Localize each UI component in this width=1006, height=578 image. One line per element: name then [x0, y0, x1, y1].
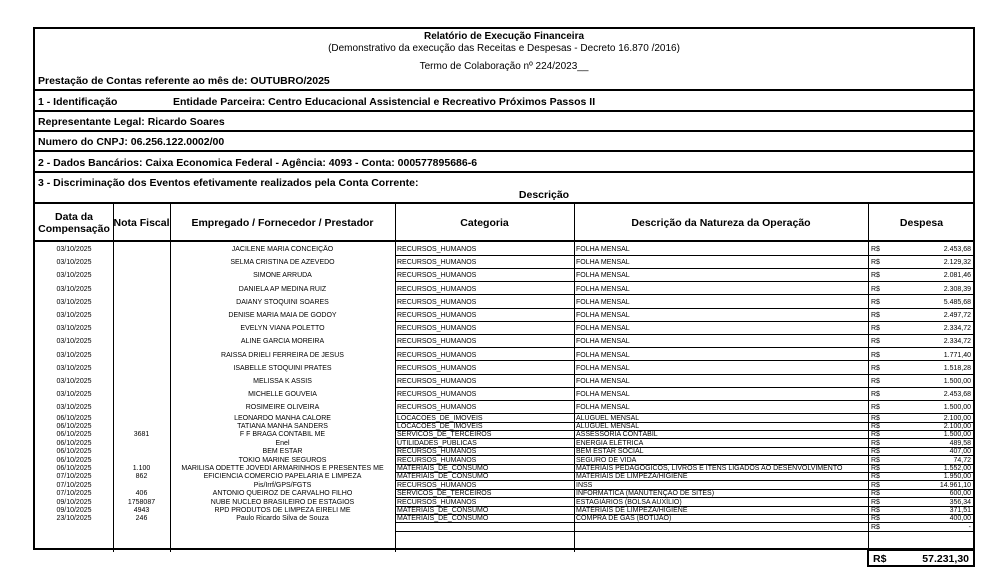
cell-currency: R$ [871, 456, 880, 464]
cell-supplier: ANTONIO QUEIROZ DE CARVALHO FILHO [212, 490, 353, 498]
cell-invoice: 4943 [133, 507, 150, 514]
cell-supplier: EVELYN VIANA POLETTO [240, 325, 325, 333]
cell-amount: 2.100,00 [943, 414, 971, 422]
cell-nature: FOLHA MENSAL [576, 298, 630, 306]
cell-currency: R$ [871, 325, 880, 333]
cell-category: RECURSOS_HUMANOS [397, 338, 477, 346]
cell-amount: 1.552,00 [943, 465, 971, 472]
cell-amount: 2.100,00 [943, 423, 971, 430]
col-header-invoice: Nota Fiscal [113, 216, 170, 229]
cell-nature: ALUGUEL MENSAL [576, 414, 640, 422]
cell-amount: 2.334,72 [943, 325, 971, 333]
cell-date: 03/10/2025 [56, 351, 92, 359]
row-rule [574, 308, 868, 309]
cell-amount: 74,72 [953, 456, 971, 464]
cell-date: 03/10/2025 [56, 391, 92, 399]
cell-date: 03/10/2025 [56, 285, 92, 293]
cell-currency: R$ [871, 448, 880, 456]
cell-category: MATERIAIS_DE_CONSUMO [397, 473, 489, 481]
cell-currency: R$ [871, 465, 880, 472]
cell-category: RECURSOS_HUMANOS [397, 351, 477, 359]
cell-category: MATERIAIS_DE_CONSUMO [397, 465, 489, 472]
row-rule [868, 294, 975, 295]
cell-currency: R$ [871, 391, 880, 399]
cell-amount: 489,58 [949, 439, 971, 447]
cell-supplier: DANIELA AP MEDINA RUIZ [238, 285, 327, 293]
cell-date: 07/10/2025 [56, 473, 92, 481]
row-rule [395, 360, 574, 361]
cell-supplier: MELISSA K ASSIS [253, 378, 312, 385]
cell-currency: R$ [871, 404, 880, 412]
cell-nature: MATERIAIS PEDAGÓGICOS, LIVROS E ITENS LIGADOS AO DESENVOLVIMENTO [576, 465, 843, 472]
cell-nature: ESTAGIÁRIOS (BOLSA AUXÍLIO) [576, 498, 682, 506]
reporting-period: Prestação de Contas referente ao mês de: OUTUBRO/2025 [38, 75, 330, 87]
cell-nature: MATERIAIS DE LIMPEZA/HIGIENE [576, 473, 688, 481]
col-header-date: Data da Compensação [38, 210, 110, 235]
cell-nature: FOLHA MENSAL [576, 338, 630, 346]
cell-supplier: Pis/Irrf/GPS/FGTS [253, 481, 312, 489]
cell-currency: R$ [871, 431, 880, 439]
cell-category: RECURSOS_HUMANOS [397, 312, 477, 319]
cell-currency: R$ [871, 481, 880, 489]
cell-amount: 1.500,00 [943, 404, 971, 412]
cell-currency: R$ [871, 272, 880, 280]
cell-invoice: 406 [135, 490, 148, 498]
row-rule [395, 400, 574, 401]
cell-supplier: RPD PRODUTOS DE LIMPEZA EIRELI ME [214, 507, 351, 514]
row-rule [868, 255, 975, 256]
cell-amount: 2.334,72 [943, 338, 971, 346]
cell-category: RECURSOS_HUMANOS [397, 325, 477, 333]
cnpj-number: Numero do CNPJ: 06.256.122.0002/00 [38, 136, 225, 148]
row-rule [868, 281, 975, 282]
cell-supplier: DAIANY STOQUINI SOARES [236, 298, 329, 306]
total-currency: R$ [873, 553, 887, 565]
cell-category: RECURSOS_HUMANOS [397, 259, 477, 267]
cell-supplier: BEM ESTAR [262, 448, 303, 456]
total-box [867, 549, 975, 567]
cell-supplier: SIMONE ARRUDA [253, 272, 312, 280]
report-sheet [33, 27, 975, 550]
cell-date: 07/10/2025 [56, 481, 92, 489]
row-rule [868, 347, 975, 348]
cell-date: 03/10/2025 [56, 404, 92, 412]
row-rule [868, 387, 975, 388]
cell-date: 03/10/2025 [56, 378, 92, 385]
cell-invoice: 1758087 [127, 498, 156, 506]
cell-nature: FOLHA MENSAL [576, 312, 630, 319]
row-rule [574, 347, 868, 348]
cell-amount: 2.453,68 [943, 246, 971, 253]
partner-entity: Entidade Parceira: Centro Educacional Assistencial e Recreativo Próximos Passos II [173, 96, 596, 108]
cell-amount: 2.081,46 [943, 272, 971, 280]
row-rule [574, 321, 868, 322]
cell-category: UTILIDADES_PUBLICAS [397, 439, 477, 447]
cell-currency: R$ [871, 498, 880, 506]
cell-supplier: TATIANA MANHA SANDERS [237, 423, 328, 430]
cell-date: 03/10/2025 [56, 272, 92, 280]
col-header-expense: Despesa [899, 216, 944, 229]
cell-currency: R$ [871, 490, 880, 498]
cell-currency: R$ [871, 298, 880, 306]
cell-nature: INSS [576, 481, 593, 489]
cell-invoice: 1.100 [132, 465, 151, 472]
cell-category: RECURSOS_HUMANOS [397, 364, 477, 372]
cell-supplier: NUBE NUCLEO BRASILEIRO DE ESTAGIOS [210, 498, 355, 506]
row-rule [574, 334, 868, 335]
row-rule [395, 387, 574, 388]
cell-invoice: 246 [135, 515, 148, 523]
row-rule [395, 294, 574, 295]
row-rule [395, 374, 574, 375]
cell-currency: R$ [871, 259, 880, 267]
cell-category: MATERIAIS_DE_CONSUMO [397, 507, 489, 514]
cell-amount: 1.500,00 [943, 378, 971, 385]
cell-nature: SEGURO DE VIDA [576, 456, 637, 464]
cell-currency: R$ [871, 507, 880, 514]
description-label: Descrição [518, 189, 570, 201]
cell-nature: INFORMÁTICA (MANUTENÇÃO DE SITES) [576, 490, 715, 498]
cell-amount: 2.497,72 [943, 312, 971, 319]
cell-currency: R$ [871, 439, 880, 447]
cell-supplier: MARILISA ODETTE JOVEDI ARMARINHOS E PRESENTES ME [181, 465, 384, 472]
col-header-supplier: Empregado / Fornecedor / Prestador [191, 216, 374, 229]
row-rule [395, 268, 574, 269]
cell-nature: FOLHA MENSAL [576, 364, 630, 372]
events-section: 3 - Discriminação dos Eventos efetivamente realizados pela Conta Corrente: [38, 177, 419, 189]
cell-amount: 2.129,32 [943, 259, 971, 267]
legal-representative: Representante Legal: Ricardo Soares [38, 116, 225, 128]
col-header-category: Categoria [460, 216, 509, 229]
bank-details: 2 - Dados Bancários: Caixa Economica Federal - Agência: 4093 - Conta: 000577895686-6 [38, 157, 478, 169]
cell-nature: FOLHA MENSAL [576, 272, 630, 280]
cell-amount: 2.308,39 [943, 285, 971, 293]
cell-date: 03/10/2025 [56, 325, 92, 333]
identification-label: 1 - Identificação [38, 96, 118, 108]
cell-amount: 2.453,68 [943, 391, 971, 399]
col-header-nature: Descrição da Natureza da Operação [631, 216, 811, 229]
cell-supplier: EFICIENCIA COMERCIO PAPELARIA E LIMPEZA [203, 473, 362, 481]
cell-date: 03/10/2025 [56, 338, 92, 346]
row-rule [574, 281, 868, 282]
cell-nature: ENERGIA ELÉTRICA [576, 439, 644, 447]
cell-amount: 1.950,00 [943, 473, 971, 481]
cell-date: 06/10/2025 [56, 423, 92, 430]
cell-category: RECURSOS_HUMANOS [397, 285, 477, 293]
identification-section [35, 96, 973, 108]
cell-supplier: DENISE MARIA MAIA DE GODOY [228, 312, 337, 319]
cell-nature: FOLHA MENSAL [576, 285, 630, 293]
cell-date: 06/10/2025 [56, 431, 92, 439]
cell-amount: 5.485,68 [943, 298, 971, 306]
row-rule [574, 400, 868, 401]
cell-category: RECURSOS_HUMANOS [397, 481, 477, 489]
row-rule [395, 308, 574, 309]
cell-nature: FOLHA MENSAL [576, 378, 630, 385]
row-rule [395, 255, 574, 256]
cell-date: 03/10/2025 [56, 364, 92, 372]
cell-category: SERVICOS_DE_TERCEIROS [397, 431, 492, 439]
cell-amount: 1.771,40 [943, 351, 971, 359]
row-rule [395, 522, 574, 523]
cell-supplier: LEONARDO MANHA CALORE [234, 414, 331, 422]
cell-category: MATERIAIS_DE_CONSUMO [397, 515, 489, 523]
row-rule [868, 268, 975, 269]
cell-currency: R$ [871, 351, 880, 359]
cell-supplier: F F BRAGA CONTABIL ME [239, 431, 326, 439]
cell-category: RECURSOS_HUMANOS [397, 456, 477, 464]
cell-supplier: SELMA CRISTINA DE AZEVEDO [230, 259, 335, 267]
cell-currency: R$ [871, 338, 880, 346]
cell-currency: R$ [871, 414, 880, 422]
cell-amount: 14.961,10 [939, 481, 971, 489]
row-rule [868, 374, 975, 375]
cell-currency: R$ [871, 364, 880, 372]
row-rule [868, 321, 975, 322]
cell-date: 09/10/2025 [56, 498, 92, 506]
cell-supplier: ALINE GARCIA MOREIRA [240, 338, 325, 346]
agreement-term: Termo de Colaboração nº 224/2023__ [419, 61, 589, 72]
cell-nature: FOLHA MENSAL [576, 325, 630, 333]
cell-currency: R$ [871, 423, 880, 430]
cell-amount: - [968, 523, 971, 531]
row-rule [574, 522, 868, 523]
cell-currency: R$ [871, 473, 880, 481]
row-rule [574, 387, 868, 388]
cell-supplier: Paulo Ricardo Silva de Souza [236, 515, 329, 523]
cell-supplier: ROSIMEIRE OLIVEIRA [245, 404, 320, 412]
cell-amount: 371,51 [949, 507, 971, 514]
row-rule [574, 268, 868, 269]
cell-currency: R$ [871, 312, 880, 319]
cell-currency: R$ [871, 378, 880, 385]
cell-supplier: TOKIO MARINE SEGUROS [238, 456, 327, 464]
cell-category: RECURSOS_HUMANOS [397, 448, 477, 456]
cell-date: 06/10/2025 [56, 456, 92, 464]
cell-nature: FOLHA MENSAL [576, 246, 630, 253]
cell-amount: 1.500,00 [943, 431, 971, 439]
cell-currency: R$ [871, 523, 880, 531]
cell-supplier: JACILENE MARIA CONCEIÇÃO [231, 246, 334, 253]
cell-date: 09/10/2025 [56, 507, 92, 514]
cell-currency: R$ [871, 246, 880, 253]
cell-date: 06/10/2025 [56, 414, 92, 422]
cell-nature: MATERIAIS DE LIMPEZA/HIGIENE [576, 507, 688, 514]
cell-nature: FOLHA MENSAL [576, 259, 630, 267]
cell-nature: ALUGUEL MENSAL [576, 423, 640, 430]
cell-amount: 356,34 [949, 498, 971, 506]
report-title: Relatório de Execução Financeira [423, 31, 585, 42]
cell-category: LOCACOES_DE_IMOVEIS [397, 414, 483, 422]
cell-supplier: RAISSA DRIELI FERREIRA DE JESUS [221, 351, 344, 359]
cell-date: 03/10/2025 [56, 259, 92, 267]
cell-nature: BEM ESTAR SOCIAL [576, 448, 644, 456]
cell-currency: R$ [871, 515, 880, 523]
cell-amount: 1.518,28 [943, 364, 971, 372]
cell-date: 03/10/2025 [56, 246, 92, 253]
cell-category: RECURSOS_HUMANOS [397, 378, 477, 385]
cell-date: 06/10/2025 [56, 465, 92, 472]
row-rule [395, 281, 574, 282]
row-rule [574, 374, 868, 375]
row-rule [574, 255, 868, 256]
cell-invoice: 3681 [133, 431, 150, 439]
cell-amount: 407,00 [949, 448, 971, 456]
cell-nature: ASSESSORIA CONTÁBIL [576, 431, 658, 439]
row-rule [574, 294, 868, 295]
cell-date: 06/10/2025 [56, 439, 92, 447]
cell-date: 23/10/2025 [56, 515, 92, 523]
cell-category: RECURSOS_HUMANOS [397, 404, 477, 412]
cell-nature: COMPRA DE GÁS (BOTIJÃO) [576, 515, 672, 523]
cell-date: 03/10/2025 [56, 312, 92, 319]
report-subtitle: (Demonstrativo da execução das Receitas e Despesas - Decreto 16.870 /2016) [328, 43, 680, 54]
row-rule [395, 531, 574, 532]
cell-date: 03/10/2025 [56, 298, 92, 306]
row-rule [395, 321, 574, 322]
row-rule [868, 531, 975, 532]
cell-nature: FOLHA MENSAL [576, 404, 630, 412]
row-rule [395, 334, 574, 335]
cell-category: RECURSOS_HUMANOS [397, 298, 477, 306]
row-rule [574, 360, 868, 361]
cell-date: 07/10/2025 [56, 490, 92, 498]
total-amount: 57.231,30 [922, 553, 969, 565]
cell-invoice: 862 [135, 473, 148, 481]
cell-category: SERVICOS_DE_TERCEIROS [397, 490, 492, 498]
cell-category: LOCACOES_DE_IMOVEIS [397, 423, 483, 430]
cell-category: RECURSOS_HUMANOS [397, 246, 477, 253]
cell-category: RECURSOS_HUMANOS [397, 272, 477, 280]
cell-category: RECURSOS_HUMANOS [397, 498, 477, 506]
cell-amount: 600,00 [949, 490, 971, 498]
row-rule [868, 308, 975, 309]
cell-supplier: MICHELLE GOUVEIA [248, 391, 317, 399]
row-rule [395, 347, 574, 348]
row-rule [574, 531, 868, 532]
row-rule [868, 360, 975, 361]
row-rule [868, 334, 975, 335]
cell-amount: 400,00 [949, 515, 971, 523]
cell-supplier: ISABELLE STOQUINI PRATES [233, 364, 332, 372]
cell-category: RECURSOS_HUMANOS [397, 391, 477, 399]
cell-supplier: Enel [275, 439, 290, 447]
cell-currency: R$ [871, 285, 880, 293]
row-rule [868, 400, 975, 401]
cell-date: 06/10/2025 [56, 448, 92, 456]
cell-nature: FOLHA MENSAL [576, 391, 630, 399]
cell-nature: FOLHA MENSAL [576, 351, 630, 359]
